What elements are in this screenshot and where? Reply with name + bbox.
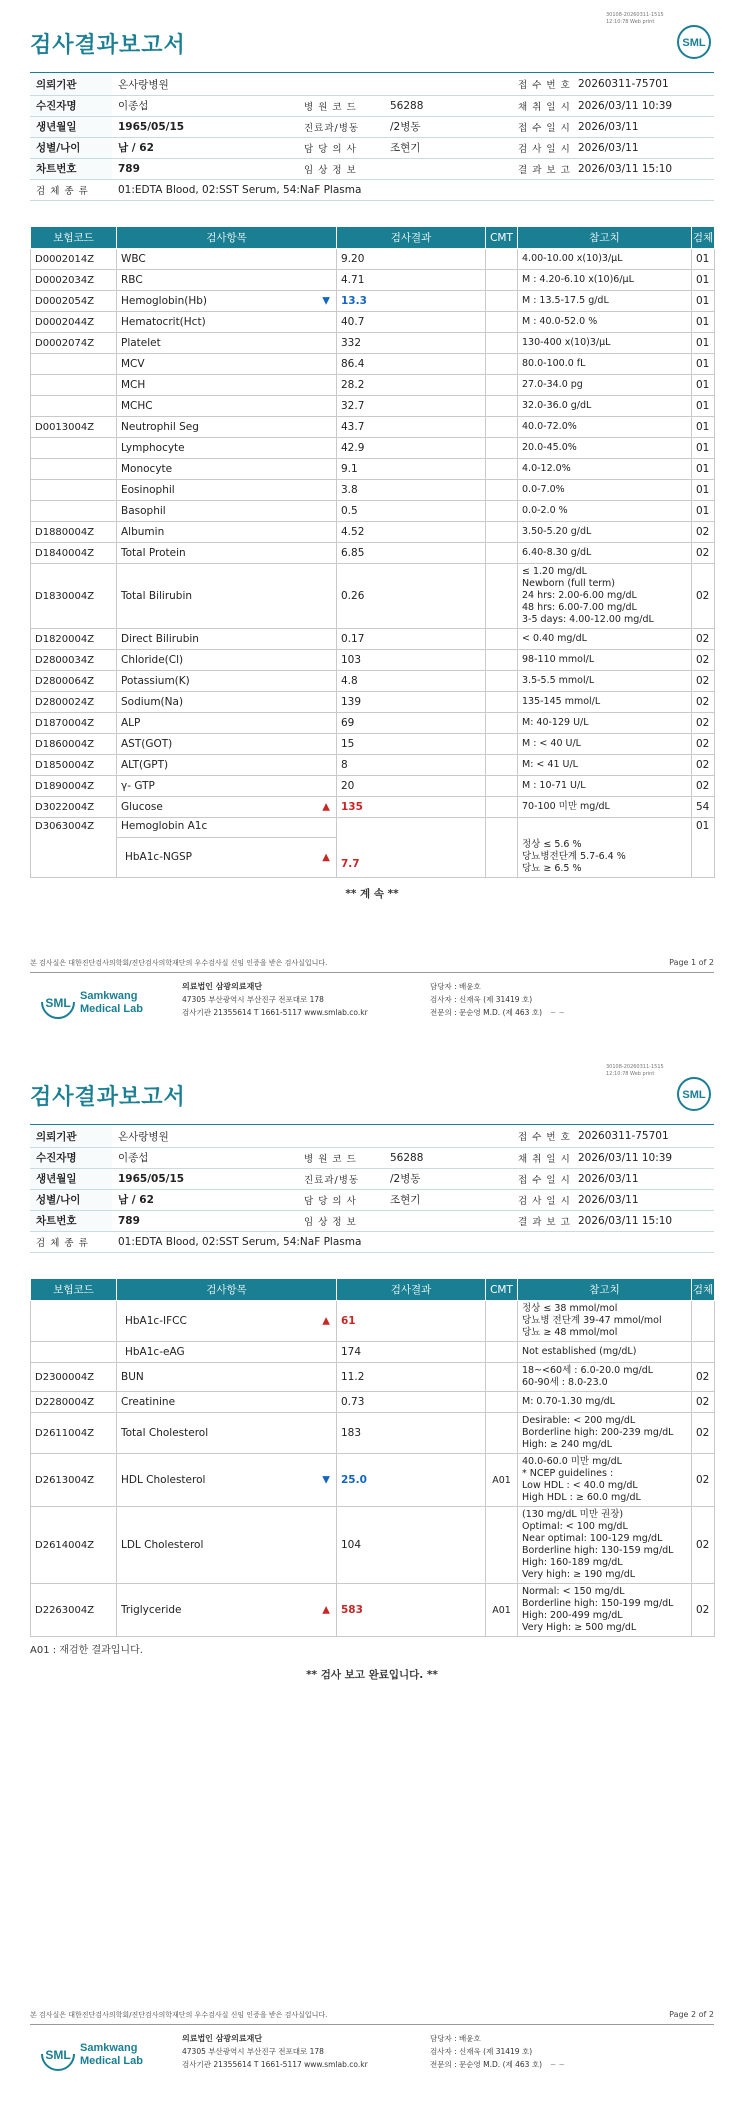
table-row [31,480,715,501]
cmt-code [486,459,518,480]
table-row [31,629,715,650]
svg-text:Samkwang: Samkwang [80,990,138,1002]
specimen-code: 02 [692,671,715,692]
specimen-code: 02 [692,522,715,543]
insurance-code: D0002034Z [31,270,117,291]
patient-info-table: 의뢰기관 온사랑병원 접 수 번 호 20260311-75701 수진자명 이종섭 병 원 코 드 56288 채 취 일 시 2026/03/11 10:39 생년월일 1965/05/15 진료과/병동 /2병동 접 수 일 시 2026/03/11 성별/나이 남 / 62 담 당 의 사 조현기 검 사 일 시 2026/03/11 차트번호 789 임 상 정 보 결 과 보 고 2026/03/11 15:10 검 체 종 류 01:EDTA Blood, 02:SST Serum, 54:NaF Plasma [30,74,714,201]
result-value: 6.85 [337,543,486,564]
sml-logo-icon [676,1076,712,1112]
reference-range: M : 10-71 U/L [518,776,692,797]
samkwang-logo-icon [38,982,158,1022]
cmt-code: A01 [486,1454,518,1507]
test-item: ALT(GPT) [117,755,337,776]
specimen-code: 02 [692,564,715,629]
insurance-code: D2611004Z [31,1413,117,1454]
table-row [31,1363,715,1392]
continue-text: ** 계 속 ** [345,888,399,900]
insurance-code: D2800034Z [31,650,117,671]
results-table-page2 [30,1278,715,1637]
test-item: HDL Cholesterol ▼ [117,1454,337,1507]
reference-range: 32.0-36.0 g/dL [518,396,692,417]
reference-range: ≤ 1.20 mg/dL Newborn (full term) 24 hrs: 2.00-6.00 mg/dL 48 hrs: 6.00-7.00 mg/dL 3-5 days: 4.00-12.00 mg/dL [518,564,692,629]
table-row [31,438,715,459]
sml-logo-icon [676,24,712,60]
result-value: 0.5 [337,501,486,522]
test-item: Platelet [117,333,337,354]
specimen-code: 02 [692,1507,715,1584]
col-specimen: 검체 [692,1279,715,1301]
test-item: RBC [117,270,337,291]
insurance-code [31,438,117,459]
insurance-code: D2263004Z [31,1584,117,1637]
reference-range: M : 13.5-17.5 g/dL [518,291,692,312]
cmt-code [486,629,518,650]
test-item: Albumin [117,522,337,543]
page-number: Page 1 of 2 [669,958,714,967]
test-item: AST(GOT) [117,734,337,755]
table-row [31,270,715,291]
org-info: 의료법인 삼광의료재단 47305 부산광역시 부산진구 전포대로 178 검사기관 21355614 T 1661-5117 www.smlab.co.kr [182,982,368,1017]
specimen-code: 01 [692,396,715,417]
specimen-code: 02 [692,1584,715,1637]
reference-range: M : 40.0-52.0 % [518,312,692,333]
insurance-code: D2280004Z [31,1392,117,1413]
insurance-code: D2800064Z [31,671,117,692]
reference-range: 4.0-12.0% [518,459,692,480]
result-value: 20 [337,776,486,797]
cmt-code [486,543,518,564]
table-row [31,291,715,312]
specimen-code: 01 [692,270,715,291]
reference-range: 130-400 x(10)3/μL [518,333,692,354]
table-row [31,417,715,438]
cmt-code [486,797,518,818]
cmt-code [486,755,518,776]
svg-text:SML: SML [45,2048,71,2062]
table-row [31,1301,715,1342]
reference-range: 6.40-8.30 g/dL [518,543,692,564]
cmt-code [486,776,518,797]
reference-range: M: 40-129 U/L [518,713,692,734]
col-insurance-code: 보험코드 [31,1279,117,1301]
cmt-code [486,396,518,417]
result-value: 8 [337,755,486,776]
specimen-code: 01 [692,459,715,480]
table-row: D3063004Z Hemoglobin A1c 7.7 정상 ≤ 5.6 % 당뇨병전단계 5.7-6.4 % 당뇨 ≥ 6.5 % 01 [31,818,715,838]
test-item: Monocyte [117,459,337,480]
cmt-code [486,333,518,354]
reference-range: 4.00-10.00 x(10)3/μL [518,249,692,270]
result-value: 174 [337,1342,486,1363]
table-row [31,797,715,818]
table-row [31,776,715,797]
up-triangle-icon: ▲ [322,1604,330,1616]
test-item: Potassium(K) [117,671,337,692]
result-value: 583 [337,1584,486,1637]
patient-info-table: 의뢰기관 온사랑병원 접 수 번 호 20260311-75701 수진자명 이종섭 병 원 코 드 56288 채 취 일 시 2026/03/11 10:39 생년월일 1965/05/15 진료과/병동 /2병동 접 수 일 시 2026/03/11 성별/나이 남 / 62 담 당 의 사 조현기 검 사 일 시 2026/03/11 차트번호 789 임 상 정 보 결 과 보 고 2026/03/11 15:10 검 체 종 류 01:EDTA Blood, 02:SST Serum, 54:NaF Plasma [30,1126,714,1253]
table-row [31,459,715,480]
test-item: Total Bilirubin [117,564,337,629]
svg-text:Medical Lab: Medical Lab [80,2055,143,2067]
test-item: Hematocrit(Hct) [117,312,337,333]
cmt-code [486,270,518,291]
cmt-code [486,375,518,396]
insurance-code [31,354,117,375]
cmt-code [486,713,518,734]
page-number: Page 2 of 2 [669,2010,714,2019]
specimen-code: 02 [692,755,715,776]
specimen-code: 01 [692,333,715,354]
test-item: BUN [117,1363,337,1392]
table-row [31,755,715,776]
table-row [31,501,715,522]
result-value: 9.20 [337,249,486,270]
cmt-code [486,1507,518,1584]
specimen-code: 02 [692,1363,715,1392]
result-value: 103 [337,650,486,671]
cmt-code [486,650,518,671]
table-row [31,734,715,755]
org-value: 온사랑병원 [112,74,512,95]
reference-range: 98-110 mmol/L [518,650,692,671]
test-item: MCV [117,354,337,375]
header-rule [30,1124,714,1125]
result-value: 332 [337,333,486,354]
test-item: Total Protein [117,543,337,564]
test-item: Glucose ▲ [117,797,337,818]
result-value: 13.3 [337,291,486,312]
result-value: 15 [337,734,486,755]
result-value: 0.17 [337,629,486,650]
test-item: Eosinophil [117,480,337,501]
insurance-code: D1860004Z [31,734,117,755]
result-value: 25.0 [337,1454,486,1507]
reference-range: 정상 ≤ 38 mmol/mol 당뇨병 전단계 39-47 mmol/mol 당뇨 ≥ 48 mmol/mol [518,1301,692,1342]
header-rule [30,72,714,73]
reference-range: 40.0-72.0% [518,417,692,438]
cmt-code [486,522,518,543]
specimen-code: 01 [692,438,715,459]
cmt-code [486,312,518,333]
down-triangle-icon: ▼ [322,1474,330,1486]
insurance-code: D0002074Z [31,333,117,354]
up-triangle-icon: ▲ [322,852,330,863]
certification-note: 본 검사실은 대한진단검사의학회/진단검사의학재단의 우수검사실 신임 인증을 받은 검사실입니다. [30,959,328,967]
insurance-code: D1830004Z [31,564,117,629]
specimen-code: 02 [692,650,715,671]
reference-range: Normal: < 150 mg/dL Borderline high: 150-199 mg/dL High: 200-499 mg/dL Very High: ≥ 500 mg/dL [518,1584,692,1637]
svg-text:SML: SML [682,37,706,49]
insurance-code: D1880004Z [31,522,117,543]
specimen-code: 02 [692,734,715,755]
result-value: 4.52 [337,522,486,543]
reference-range: 80.0-100.0 fL [518,354,692,375]
reference-range: M: 0.70-1.30 mg/dL [518,1392,692,1413]
specimen-code: 02 [692,692,715,713]
signature: ~ ~ [550,2060,565,2069]
insurance-code: D2300004Z [31,1363,117,1392]
test-item: HbA1c-eAG [117,1342,337,1363]
report-title: 검사결과보고서 [30,1085,186,1110]
reference-range: Not established (mg/dL) [518,1342,692,1363]
cmt-code [486,692,518,713]
insurance-code: D0002054Z [31,291,117,312]
test-item: Basophil [117,501,337,522]
table-row [31,564,715,629]
cmt-code [486,1392,518,1413]
print-meta: 30108-20260311-1515 12:10:78 Web print [606,12,664,25]
svg-text:SML: SML [45,996,71,1010]
specimen-code: 01 [692,480,715,501]
reference-range: < 0.40 mg/dL [518,629,692,650]
cmt-code [486,480,518,501]
specimen-code: 02 [692,776,715,797]
reference-range: 20.0-45.0% [518,438,692,459]
insurance-code [31,396,117,417]
insurance-code: D1870004Z [31,713,117,734]
reference-range: 70-100 미만 mg/dL [518,797,692,818]
insurance-code: D1850004Z [31,755,117,776]
table-row [31,1342,715,1363]
footer-rule [30,2024,714,2025]
insurance-code: D0002044Z [31,312,117,333]
table-row [31,713,715,734]
test-item: Triglyceride ▲ [117,1584,337,1637]
table-row: HbA1c-NGSP ▲ [31,838,715,878]
table-row [31,1584,715,1637]
signature: ~ ~ [550,1008,565,1017]
test-item: MCH [117,375,337,396]
reference-range: 3.50-5.20 g/dL [518,522,692,543]
complete-text: ** 검사 보고 완료입니다. ** [306,1669,438,1681]
test-item: Total Cholesterol [117,1413,337,1454]
specimen-code: 01 [692,417,715,438]
specimen-code: 01 [692,249,715,270]
insurance-code: D2614004Z [31,1507,117,1584]
svg-text:SML: SML [682,1089,706,1101]
svg-text:Medical Lab: Medical Lab [80,1003,143,1015]
specimen-code: 01 [692,291,715,312]
result-value: 3.8 [337,480,486,501]
result-value: 0.73 [337,1392,486,1413]
reference-range: (130 mg/dL 미만 권장) Optimal: < 100 mg/dL Near optimal: 100-129 mg/dL Borderline high: 130-159 mg/dL High: 160-189 mg/dL Very high: ≥ 190 mg/dL [518,1507,692,1584]
specimen-code [692,1342,715,1363]
cmt-code [486,291,518,312]
test-item: Lymphocyte [117,438,337,459]
table-row [31,1454,715,1507]
specimen-code: 02 [692,1454,715,1507]
a01-note: A01 : 재검한 결과입니다. [30,1645,143,1656]
result-value: 40.7 [337,312,486,333]
result-value: 42.9 [337,438,486,459]
insurance-code [31,459,117,480]
report-page-2 [0,1052,744,2104]
cmt-code [486,417,518,438]
samkwang-logo-icon [38,2034,158,2074]
cmt-code [486,671,518,692]
col-insurance-code: 보험코드 [31,227,117,249]
col-result: 검사결과 [337,1279,486,1301]
footer-rule [30,972,714,973]
up-triangle-icon: ▲ [322,801,330,813]
insurance-code [31,1301,117,1342]
result-value: 86.4 [337,354,486,375]
reference-range: 3.5-5.5 mmol/L [518,671,692,692]
cmt-code: A01 [486,1584,518,1637]
specimen-code: 02 [692,1413,715,1454]
table-row [31,333,715,354]
cmt-code [486,1413,518,1454]
specimen-code: 54 [692,797,715,818]
specimen-code: 02 [692,1392,715,1413]
cmt-code [486,1301,518,1342]
table-row [31,312,715,333]
cmt-code [486,501,518,522]
test-item: Chloride(Cl) [117,650,337,671]
cmt-code [486,249,518,270]
cmt-code [486,1363,518,1392]
insurance-code [31,375,117,396]
result-value: 61 [337,1301,486,1342]
test-item: Hemoglobin(Hb) ▼ [117,291,337,312]
reference-range: 40.0-60.0 미만 mg/dL * NCEP guidelines : Low HDL : < 40.0 mg/dL High HDL : ≥ 60.0 mg/dL [518,1454,692,1507]
staff-info: 담당자 : 배윤호 검사자 : 신재욱 (제 31419 호) 전문의 : 문순영 M.D. (제 463 호) ~ ~ [430,982,565,1017]
cmt-code [486,564,518,629]
insurance-code: D2613004Z [31,1454,117,1507]
specimen-code: 01 [692,354,715,375]
specimen-code: 02 [692,543,715,564]
insurance-code: D0013004Z [31,417,117,438]
test-item: ALP [117,713,337,734]
result-value: 43.7 [337,417,486,438]
col-reference: 참고치 [518,1279,692,1301]
result-value: 0.26 [337,564,486,629]
insurance-code: D3022004Z [31,797,117,818]
result-value: 11.2 [337,1363,486,1392]
cmt-code [486,438,518,459]
result-value: 4.8 [337,671,486,692]
result-value: 32.7 [337,396,486,417]
table-row [31,1392,715,1413]
reference-range: 18~<60세 : 6.0-20.0 mg/dL 60-90세 : 8.0-23.0 [518,1363,692,1392]
result-value: 69 [337,713,486,734]
specimen-code: 01 [692,501,715,522]
results-table-page1 [30,226,715,878]
test-item: HbA1c-IFCC ▲ [117,1301,337,1342]
col-test-item: 검사항목 [117,227,337,249]
result-value: 4.71 [337,270,486,291]
insurance-code [31,1342,117,1363]
down-triangle-icon: ▼ [322,295,330,307]
table-row [31,543,715,564]
reference-range: Desirable: < 200 mg/dL Borderline high: 200-239 mg/dL High: ≥ 240 mg/dL [518,1413,692,1454]
col-cmt: CMT [486,227,518,249]
col-cmt: CMT [486,1279,518,1301]
cmt-code [486,1342,518,1363]
test-item: γ- GTP [117,776,337,797]
col-result: 검사결과 [337,227,486,249]
result-value: 104 [337,1507,486,1584]
col-test-item: 검사항목 [117,1279,337,1301]
up-triangle-icon: ▲ [322,1315,330,1327]
reference-range: 0.0-2.0 % [518,501,692,522]
col-specimen: 검체 [692,227,715,249]
insurance-code: D0002014Z [31,249,117,270]
insurance-code: D1840004Z [31,543,117,564]
test-item: LDL Cholesterol [117,1507,337,1584]
test-item: Sodium(Na) [117,692,337,713]
specimen-code [692,1301,715,1342]
insurance-code [31,480,117,501]
test-item: Creatinine [117,1392,337,1413]
svg-text:Samkwang: Samkwang [80,2042,138,2054]
cmt-code [486,734,518,755]
table-row [31,396,715,417]
test-item: WBC [117,249,337,270]
specimen-code: 01 [692,375,715,396]
test-item: MCHC [117,396,337,417]
insurance-code [31,501,117,522]
table-row [31,1413,715,1454]
result-value: 9.1 [337,459,486,480]
result-value: 139 [337,692,486,713]
table-row [31,1507,715,1584]
table-row [31,522,715,543]
col-reference: 참고치 [518,227,692,249]
result-value: 135 [337,797,486,818]
reference-range: 27.0-34.0 pg [518,375,692,396]
reference-range: 135-145 mmol/L [518,692,692,713]
certification-note: 본 검사실은 대한진단검사의학회/진단검사의학재단의 우수검사실 신임 인증을 받은 검사실입니다. [30,2011,328,2019]
test-item: Direct Bilirubin [117,629,337,650]
insurance-code: D1820004Z [31,629,117,650]
insurance-code: D1890004Z [31,776,117,797]
reference-range: M : < 40 U/L [518,734,692,755]
table-row [31,249,715,270]
specimen-code: 01 [692,312,715,333]
result-value: 183 [337,1413,486,1454]
table-row [31,650,715,671]
org-info: 의료법인 삼광의료재단 47305 부산광역시 부산진구 전포대로 178 검사기관 21355614 T 1661-5117 www.smlab.co.kr [182,2034,368,2069]
table-row [31,354,715,375]
reference-range: M: < 41 U/L [518,755,692,776]
table-row [31,692,715,713]
specimen-code: 02 [692,629,715,650]
reference-range: 0.0-7.0% [518,480,692,501]
print-meta: 30108-20260311-1515 12:10:78 Web print [606,1064,664,1077]
specimen-code: 02 [692,713,715,734]
cmt-code [486,354,518,375]
table-row [31,671,715,692]
table-row [31,375,715,396]
report-title: 검사결과보고서 [30,33,186,58]
staff-info: 담당자 : 배윤호 검사자 : 신재욱 (제 31419 호) 전문의 : 문순영 M.D. (제 463 호) ~ ~ [430,2034,565,2069]
reference-range: M : 4.20-6.10 x(10)6/μL [518,270,692,291]
insurance-code: D2800024Z [31,692,117,713]
test-item: Neutrophil Seg [117,417,337,438]
result-value: 28.2 [337,375,486,396]
